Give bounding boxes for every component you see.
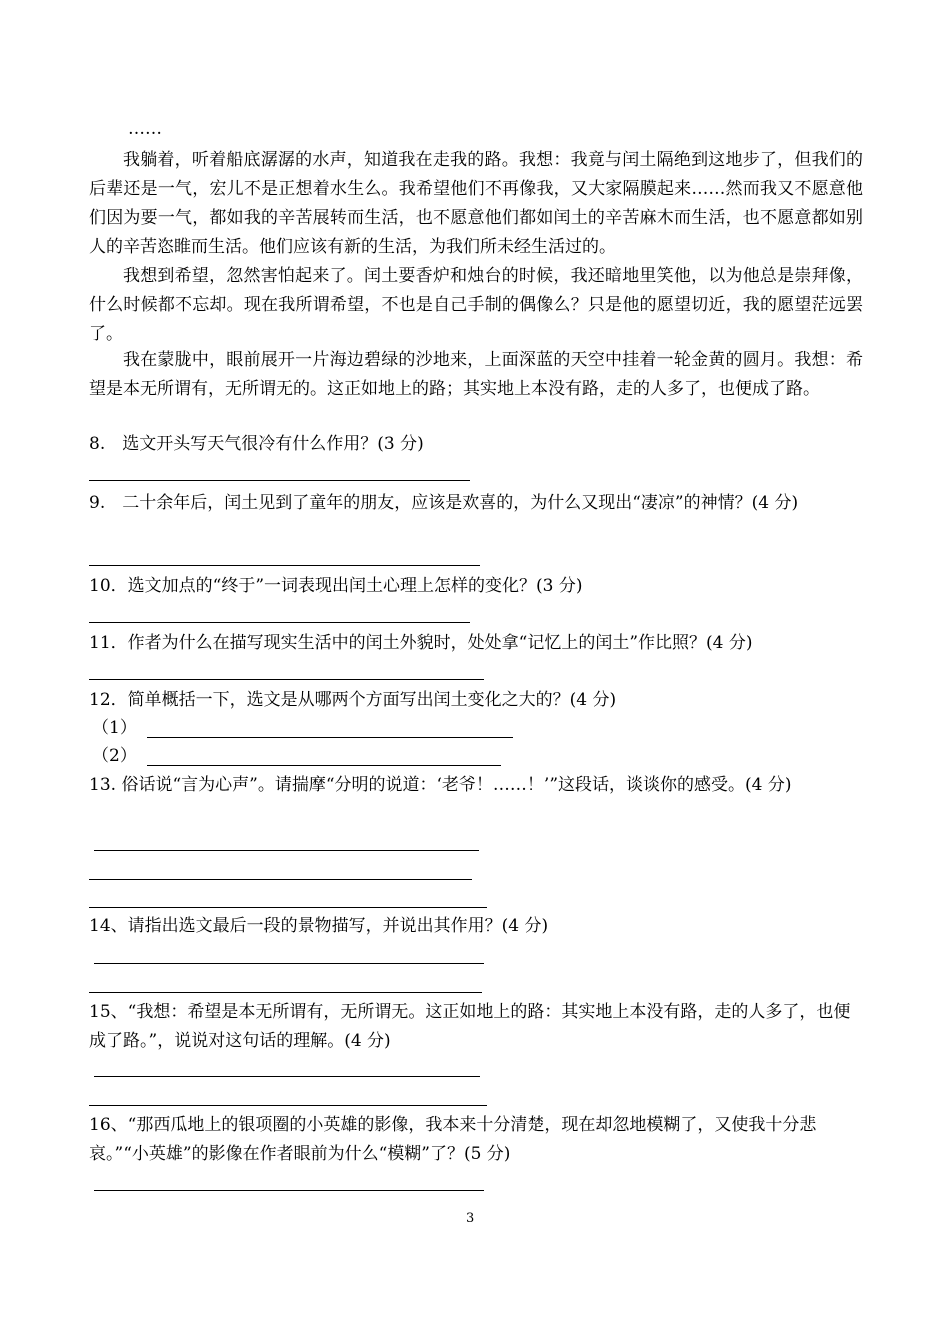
passage-ellipsis: …… <box>128 119 162 139</box>
answer-line-q13-1[interactable] <box>94 850 479 851</box>
q12-sub-label-1: （1） <box>92 718 137 738</box>
answer-line-q10[interactable] <box>89 622 470 623</box>
answer-line-q13-3[interactable] <box>89 907 487 908</box>
question-16: 16、“那西瓜地上的银项圈的小英雄的影像，我本来十分清楚，现在却忽地模糊了，又使我十分悲哀。”“小英雄”的影像在作者眼前为什么“模糊”了？(5 分) <box>89 1115 817 1164</box>
question-10: 10．选文加点的“终于”一词表现出闰土心理上怎样的变化？(3 分) <box>89 576 583 596</box>
question-8: 8. 选文开头写天气很冷有什么作用？(3 分) <box>89 434 424 454</box>
answer-line-q13-2[interactable] <box>89 879 472 880</box>
passage-paragraph-1: 我躺着，听着船底潺潺的水声，知道我在走我的路。我想：我竟与闰土隔绝到这地步了，但我们的后辈还是一气，宏儿不是正想着水生么。我希望他们不再像我，又大家隔膜起来……然而我又不愿意他们因为要一气，都如我的辛苦展转而生活，也不愿意他们都如闰土的辛苦麻木而生活，也不愿意都如别人的辛苦恣睢而生活。他们应该有新的生活，为我们所未经生活过的。 <box>89 150 863 257</box>
q12-sub-label-2: （2） <box>92 746 137 766</box>
answer-line-q12-1[interactable] <box>147 737 513 738</box>
question-14: 14、请指出选文最后一段的景物描写，并说出其作用？(4 分) <box>89 916 549 936</box>
question-11: 11．作者为什么在描写现实生活中的闰土外貌时，处处拿“记忆上的闰土”作比照？(4 分) <box>89 633 753 653</box>
answer-line-q11[interactable] <box>89 679 484 680</box>
page-number: 3 <box>466 1211 475 1226</box>
question-9: 9. 二十余年后，闰土见到了童年的朋友，应该是欢喜的，为什么又现出“凄凉”的神情？(4 分) <box>89 493 799 513</box>
answer-line-q12-2[interactable] <box>147 765 501 766</box>
passage-paragraph-3: 我在蒙胧中，眼前展开一片海边碧绿的沙地来，上面深蓝的天空中挂着一轮金黄的圆月。我想：希望是本无所谓有，无所谓无的。这正如地上的路；其实地上本没有路，走的人多了，也便成了路。 <box>89 350 863 399</box>
question-12: 12．简单概括一下，选文是从哪两个方面写出闰土变化之大的？(4 分) <box>89 690 617 710</box>
answer-line-q15-1[interactable] <box>94 1076 480 1077</box>
question-15: 15、“我想：希望是本无所谓有，无所谓无。这正如地上的路：其实地上本没有路，走的人多了，也便成了路。”，说说对这句话的理解。(4 分) <box>89 1002 851 1051</box>
answer-line-q8[interactable] <box>89 480 470 481</box>
answer-line-q9[interactable] <box>89 565 480 566</box>
answer-line-q15-2[interactable] <box>89 1105 487 1106</box>
answer-line-q14-2[interactable] <box>89 992 482 993</box>
question-13: 13. 俗话说“言为心声”。请揣摩“分明的说道：‘老爷！……！’”这段话，谈谈你的感受。(4 分) <box>89 775 792 795</box>
answer-line-q16[interactable] <box>94 1190 484 1191</box>
passage-paragraph-2: 我想到希望，忽然害怕起来了。闰土要香炉和烛台的时候，我还暗地里笑他，以为他总是崇拜像，什么时候都不忘却。现在我所谓希望，不也是自己手制的偶像么？只是他的愿望切近，我的愿望茫远罢了。 <box>89 266 863 344</box>
answer-line-q14-1[interactable] <box>94 963 484 964</box>
